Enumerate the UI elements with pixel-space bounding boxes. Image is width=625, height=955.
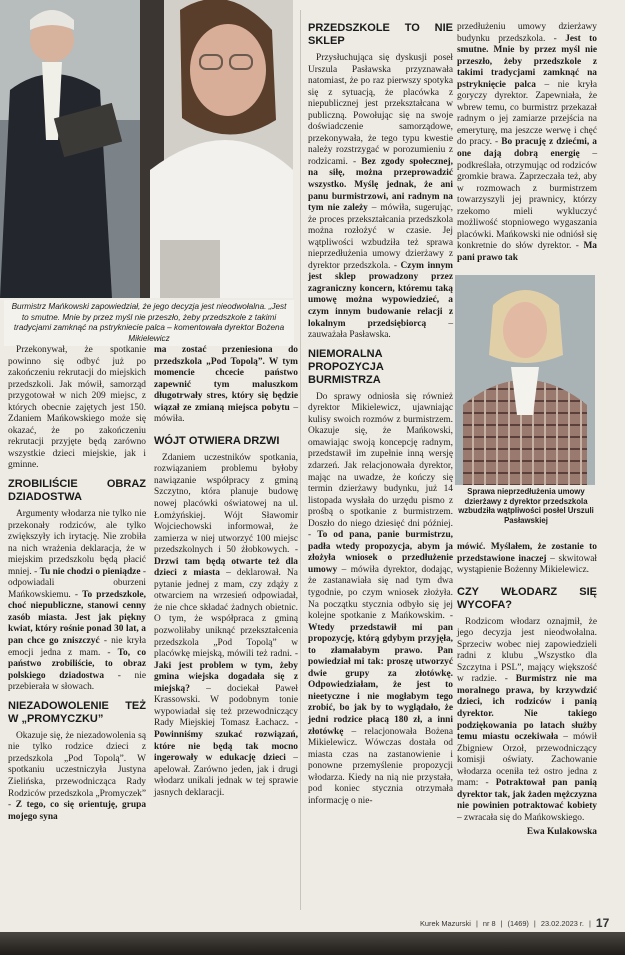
paragraph: Argumenty włodarza nie tylko nie przekonały rodziców, ale tylko zwiększyły ich irytację. Nie zrobiła na nich wrażenia deklaracja, że w miejskim przedszkolu będą płacić mniej. - Tu nie chodzi o pieniądze - odpowiadali oburzeni Mańkowskiemu. - To przedszkole, choć niepubliczne, stanowi cenny zasób miasta. Jest jak piękny kwiat, który rośnie ponad 30 lat, a pan chce go zniszczyć - nie kryła emocji jedna z mam. - To, co państwo zrobiliście, to obraz polskiego dziadostwa - nie przebierała w słowach. bbox=[8, 509, 147, 693]
paragraph: przedłużeniu umowy dzierżawy budynku przedszkola. - Jest to smutne. Mnie by przez myśl nie przeszło, żeby przedszkole z takimi tradycjami zamknąć na pstryknięcie palca – nie kryła goryczy dyrektor. Zapewniała, że wbrew temu, co burmistrz przekazał radnym o jej zamiarze przejścia na emeryturę, ma jeszcze werwę i chęć do pracy. - Bo pracuję z dziećmi, a one dają dobrą energię – podkreślała, otrzymując od rodziców gromkie brawa. Zaprzeczała też, aby w rozmowach z burmistrzem towarzyszyli jej prawnicy, którzy rzekomo mieli wykluczyć możliwość stopniowego wygaszania placówki. Mańkowski nie odniósł się konkretnie do słów dyrektor. - Ma pani prawo tak bbox=[457, 22, 598, 263]
paragraph: Zdaniem uczestników spotkania, rozwiązaniem problemu byłoby nawiązanie współpracy z gminą Szczytno, która planuje budowę nowej placówki oświatowej na ul. Łomżyńskiej. Wójt Sławomir Wojciechowski informował, że zamierza w niej utworzyć 100 miejsc przedszkolnych i 50 żłobkowych. - Drzwi tam będą otwarte też dla dzieci z miasta – deklarował. Na pytanie jednej z mam, czy zdąży z otwarciem na wrzesień odpowiadał, że nie chce składać żadnych obietnic. O tym, że współpraca z gminą pozwoliłaby uniknąć przekształcenia przedszkola „Pod Topolą” w placówkę miejską, mówili też radni. - Jaki jest problem w tym, żeby gmina wiejska dogadała się z miejską? – dociekał Paweł Krassowski. W podobnym tonie wypowiadał się też przewodniczący Rady Miejskiej Tomasz Łachacz. - Powinniśmy szukać rozwiązań, które nie będą tak mocno ingerowały w edukację dzieci – apelował. Zarówno jeden, jak i drugi włodarz unikali jednak w tej sprawie jasnych deklaracji. bbox=[154, 452, 298, 798]
paragraph: Okazuje się, że niezadowolenia są nie tylko rodzice dzieci z przedszkola „Pod Topolą”. W spotkaniu uczestniczyła Justyna Zielińska, przewodnicząca Rady Rodziców przedszkola „Promyczek” - Z tego, co się orientuję, grupa mojego syna bbox=[8, 730, 147, 822]
footer-separator: | bbox=[500, 918, 503, 928]
issue-number: nr 8 bbox=[482, 918, 496, 928]
section-heading: NIEMORALNA PROPOZYCJA BURMISTRZA bbox=[308, 347, 384, 386]
paragraph: Rodzicom włodarz oznajmił, że jego decyzja jest nieodwołalna. Sprzeciw wobec niej zapowiedzieli radni z klubu „Wszystko dla Szczytna i PSL”, mający większość w radzie. - Burmistrz nie ma moralnego prawa, by krzywdzić dzieci, ich rodziców i panią dyrektor. Nie takiego podziękowania po latach służby temu miastu oczekiwała – mówił Zbigniew Orzoł, przewodniczący komisji oświaty. Zachowanie włodarza oceniła też ostro jedna z mam: - Potraktował pan panią dyrektor tak, jak żaden mężczyzna nie powinien potraktować kobiety – zwracała się do Mańkowskiego. bbox=[457, 616, 597, 823]
mayor-photo bbox=[0, 0, 140, 298]
paragraph: Do sprawy odniosła się również dyrektor Mikielewicz, ujawniając kulisy swoich rozmów z burmistrzem. Okazuje się, że Mańkowski, omawiając swoją koncepcję radnym, przedstawił im zupełnie inną wersję zdarzeń. Jak relacjonowała dyrektor, mając na uwadze, że kończy się termin dzierżawy budynku, już 14 listopada wysłała do urzędu pismo z prośbą o spotkanie z burmistrzem. Doszło do niego dziesięć dni później. - To od pana, panie burmistrzu, padła wtedy propozycja, abym ja złożyła wniosek o przedłużenie umowy – mówiła dyrektor, dodając, że zastanawiała się nad tym dwa tygodnie, po czym wniosek złożyła. Na początku stycznia odbyło się jej kolejne spotkanie z Mańkowskim. - Wtedy przedstawił mi pan propozycję, którą gdybym przyjęła, to złamałabym prawo. Pan powiedział mi tak: proszę utworzyć dwie grupy za złotówkę. Odpowiedziałam, że jest to nieetyczne i nie mogłabym tego zrobić, bo jak by to wyglądało, że jedni rodzice płacą 180 zł, a inni złotówkę – relacjonowała Bożena Mikielewicz. Wówczas dostała od miasta czas na zastanowienie i ponowne przemyślenie propozycji włodarza. Kiedy na nią nie przystała, pod koniec stycznia otrzymała informację o nie- bbox=[308, 391, 453, 806]
page-footer bbox=[420, 916, 620, 930]
section-heading: WÓJT OTWIERA DRZWI bbox=[154, 434, 280, 447]
paragraph: Przekonywał, że spotkanie powinno się odbyć już po zakończeniu rekrutacji do miejskich przedszkoli. Jak mówił, samorząd przygotował w nich 209 miejsc, z których obecnie zajętych jest 150. Zdaniem Mańkowskiego może się okazać, że po zakończeniu rekrutacji przyjęte będą zarówno wszystkie dzieci miejskie, jak i gminne. bbox=[8, 345, 146, 471]
section-heading: NIEZADOWOLENIE TEŻ W „PROMYCZKU” bbox=[8, 699, 146, 725]
column-rule bbox=[300, 10, 301, 910]
article-column-2 bbox=[154, 345, 298, 799]
section-heading: ZROBILIŚCIE OBRAZ DZIADOSTWA bbox=[8, 478, 146, 504]
footer-separator: | bbox=[533, 918, 536, 928]
paragraph: mówić. Myślałem, że zostanie to przedstawione inaczej – skwitował wystąpienie Bożenny Mikielewicz. bbox=[457, 542, 598, 576]
footer-separator: | bbox=[588, 918, 591, 928]
background-surface bbox=[0, 932, 625, 955]
director-photo bbox=[140, 0, 293, 298]
article-column-4-top bbox=[457, 22, 597, 264]
article-column-3 bbox=[308, 22, 453, 807]
issue-date: 23.02.2023 r. bbox=[540, 918, 584, 928]
newspaper-name: Kurek Mazurski bbox=[420, 918, 471, 928]
serial-number: (1469) bbox=[507, 918, 529, 928]
section-heading: PRZEDSZKOLE TO NIE SKLEP bbox=[308, 22, 453, 47]
footer-separator: | bbox=[475, 918, 478, 928]
paragraph: Przysłuchująca się dyskusji poseł Urszula Pasławska przyznawała natomiast, że po raz pierwszy spotyka się z sytuacją, że placówka z niepublicznej jest przekształcana w publiczną. Powołując się na swoje doświadczenie samorządowe, przekonywała, że tego typu kwestie należy rozstrzygać w porozumieniu z rodzicami. - Bez zgody społecznej, na siłę, można przeprowadzić wszystko. Myślę jednak, że ani panu burmistrzowi, ani radnym na tym nie zależy – mówiła, sugerując, że proces przekształcania przedszkola można rozłożyć w czasie. Jej wątpliwości wzbudziła też sprawa nieprzedłużenia umowy dzierżawy z dyrektor przedszkola. - Czym innym jest sklep prowadzony przez zagraniczny koncern, któremu taką umowę można wypowiedzieć, a czym innym budowanie relacji z lokalnym przedsiębiorcą – zauważała Pasławska. bbox=[308, 53, 454, 341]
paragraph: ma zostać przeniesiona do przedszkola „Pod Topolą”. W tym momencie chcecie państwo zapewnić tym maluszkom długotrwały stres, który się będzie wiązał ze zmianą miejsca pobytu – mówiła. bbox=[154, 345, 298, 425]
page-number: 17 bbox=[595, 916, 610, 930]
photo-caption-2: Sprawa nieprzedłużenia umowy dzierżawy z dyrektor przedszkola wzbudziła wątpliwości posłel Urszuli Pasławskiej bbox=[458, 487, 594, 525]
article-column-4-bottom bbox=[457, 542, 597, 839]
photo-caption-1: Burmistrz Mańkowski zapowiedział, że jego decyzja jest nieodwołalna. „Jest to smutne. Mnie by przez myśl nie przeszło, żeby przedszkole z takimi tradycjami zamknąć na pstrykniecie palca – komentowała dyrektor Bożena Mikielewicz bbox=[4, 300, 294, 346]
director-portrait-photo bbox=[455, 275, 595, 485]
article-column-1 bbox=[8, 345, 146, 823]
section-heading: CZY WŁODARZ SIĘ WYCOFA? bbox=[457, 585, 597, 611]
article-author: Ewa Kulakowska bbox=[526, 827, 597, 838]
